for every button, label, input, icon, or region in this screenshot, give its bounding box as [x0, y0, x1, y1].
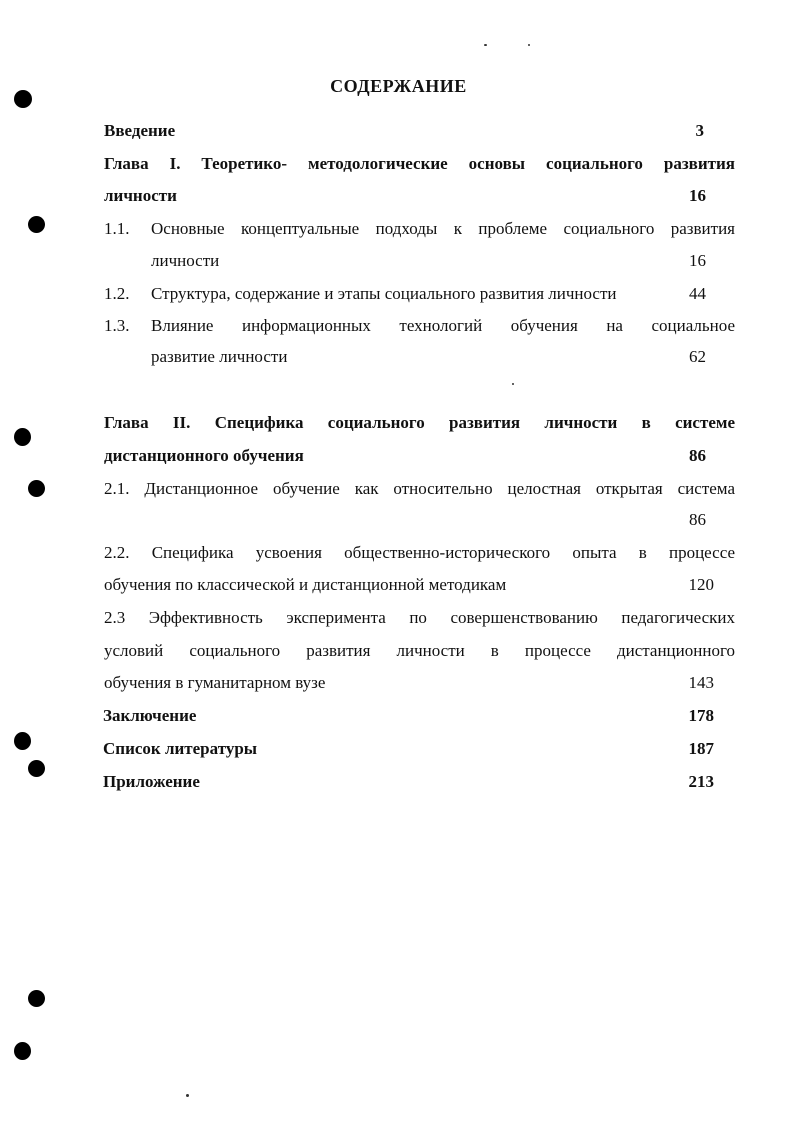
toc-entry-2-2-cont: обучения по классической и дистанционной методикам: [104, 575, 507, 594]
toc-entry-chapter-2: Глава II. Специфика социального развития личности в системе: [104, 413, 735, 432]
toc-page-1-1: 16: [689, 251, 706, 270]
toc-page-intro: 3: [695, 121, 704, 140]
toc-entry-intro: Введение: [104, 121, 176, 140]
toc-num-1-1: 1.1.: [104, 219, 130, 238]
scan-speck: [528, 44, 530, 46]
scan-speck: [512, 383, 514, 385]
toc-entry-1-3: Влияние информационных технологий обучения на социальное: [151, 316, 735, 335]
toc-entry-chapter-1-cont: личности: [104, 186, 177, 205]
toc-entry-references: Список литературы: [103, 739, 258, 758]
toc-entry-1-1-cont: личности: [151, 251, 220, 270]
toc-entry-2-3-cont: условий социального развития личности в процессе дистанционного: [104, 641, 735, 660]
toc-entry-2-1: 2.1. Дистанционное обучение как относительно целостная открытая система: [104, 479, 735, 498]
toc-page-2-2: 120: [688, 575, 714, 594]
toc-page-references: 187: [688, 739, 714, 758]
toc-page-chapter-1: 16: [689, 186, 706, 205]
toc-entry-2-3: 2.3 Эффективность эксперимента по совершенствованию педагогических: [104, 608, 735, 627]
toc-page-2-1: 86: [689, 510, 706, 529]
binding-hole-mark: [14, 1042, 31, 1060]
toc-page-1-3: 62: [689, 347, 706, 366]
page-title: СОДЕРЖАНИЕ: [330, 76, 467, 96]
toc-entry-1-1: Основные концептуальные подходы к проблеме социального развития: [151, 219, 735, 238]
scan-speck: [484, 44, 487, 46]
toc-page-1-2: 44: [689, 284, 706, 303]
toc-page-appendix: 213: [688, 772, 714, 791]
toc-entry-1-2: Структура, содержание и этапы социального развития личности: [151, 284, 617, 303]
binding-hole-mark: [28, 990, 45, 1007]
toc-entry-chapter-2-cont: дистанционного обучения: [104, 446, 304, 465]
toc-num-1-3: 1.3.: [104, 316, 130, 335]
toc-entry-2-2: 2.2. Специфика усвоения общественно-исторического опыта в процессе: [104, 543, 735, 562]
binding-hole-mark: [14, 428, 31, 446]
scan-speck: [186, 1094, 189, 1097]
toc-entry-1-3-cont: развитие личности: [151, 347, 288, 366]
toc-page-2-3: 143: [688, 673, 714, 692]
toc-page-chapter-2: 86: [689, 446, 706, 465]
binding-hole-mark: [28, 480, 45, 497]
binding-hole-mark: [28, 760, 45, 777]
binding-hole-mark: [14, 732, 31, 750]
toc-entry-chapter-1: Глава I. Теоретико- методологические основы социального развития: [104, 154, 735, 173]
binding-hole-mark: [28, 216, 45, 233]
toc-entry-appendix: Приложение: [103, 772, 200, 791]
toc-page-conclusion: 178: [688, 706, 714, 725]
toc-entry-2-3-cont2: обучения в гуманитарном вузе: [104, 673, 326, 692]
toc-num-1-2: 1.2.: [104, 284, 130, 303]
toc-entry-conclusion: Заключение: [103, 706, 197, 725]
